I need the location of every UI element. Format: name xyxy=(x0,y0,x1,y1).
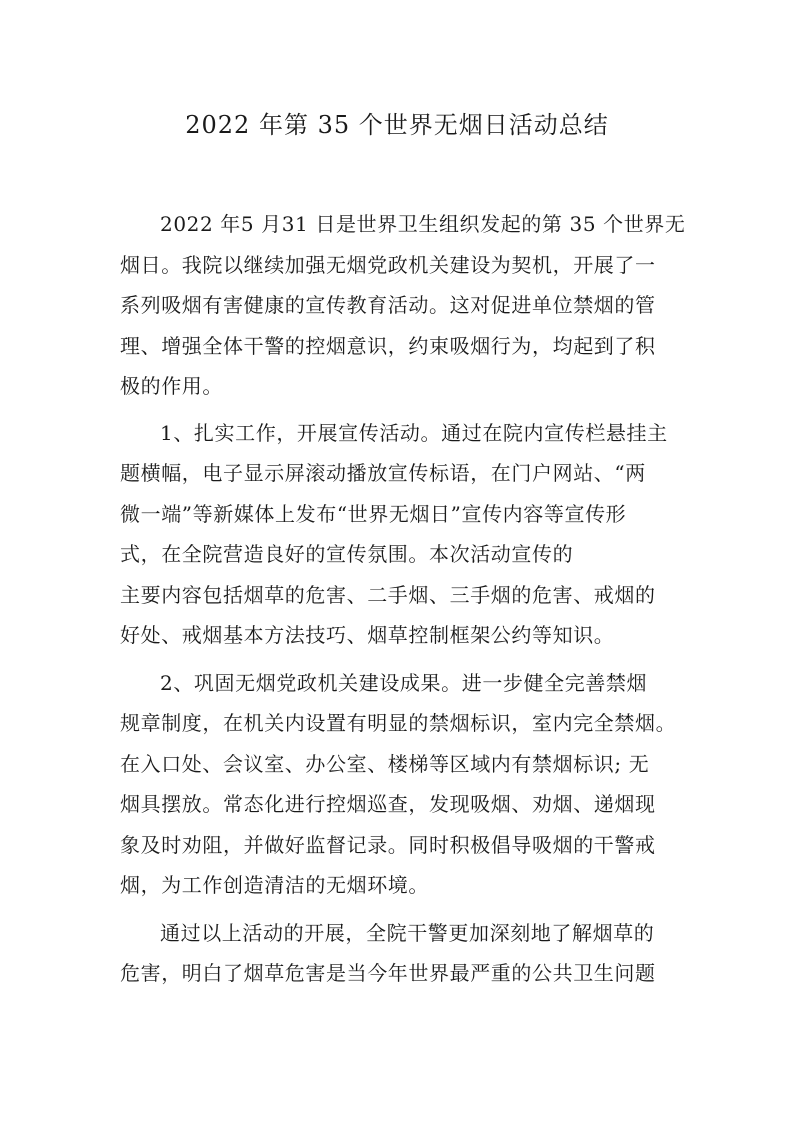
paragraph-line: 1、扎实工作，开展宣传活动。通过在院内宣传栏悬挂主 xyxy=(160,421,668,445)
paragraph-line: 规章制度，在机关内设置有明显的禁烟标识，室内完全禁烟。 xyxy=(120,711,677,735)
document-title: 2022 年第 35 个世界无烟日活动总结 xyxy=(185,111,609,139)
paragraph-line: 系列吸烟有害健康的宣传教育活动。这对促进单位禁烟的管 xyxy=(120,293,656,317)
paragraph-line: 烟具摆放。常态化进行控烟巡查，发现吸烟、劝烟、递烟现 xyxy=(120,792,656,816)
paragraph-line: 微一端”等新媒体上发布“世界无烟日”宣传内容等宣传形 xyxy=(120,502,627,526)
paragraph-line: 2、巩固无烟党政机关建设成果。进一步健全完善禁烟 xyxy=(160,671,648,695)
paragraph-line: 理、增强全体干警的控烟意识，约束吸烟行为，均起到了积 xyxy=(120,334,656,358)
paragraph-line: 题横幅，电子显示屏滚动播放宣传标语，在门户网站、“两 xyxy=(120,461,646,485)
paragraph-line: 式，在全院营造良好的宣传氛围。本次活动宣传的 xyxy=(120,542,574,566)
paragraph-line: 象及时劝阻，并做好监督记录。同时积极倡导吸烟的干警戒 xyxy=(120,833,656,857)
paragraph-line: 主要内容包括烟草的危害、二手烟、三手烟的危害、戒烟的 xyxy=(120,583,656,607)
paragraph-line: 烟日。我院以继续加强无烟党政机关建设为契机，开展了一 xyxy=(120,253,656,277)
paragraph-line: 极的作用。 xyxy=(120,374,223,398)
paragraph-line: 2022 年5 月31 日是世界卫生组织发起的第 35 个世界无 xyxy=(160,212,686,236)
paragraph-line: 好处、戒烟基本方法技巧、烟草控制框架公约等知识。 xyxy=(120,623,615,647)
paragraph-line: 危害，明白了烟草危害是当今年世界最严重的公共卫生问题 xyxy=(120,961,656,985)
paragraph-line: 烟，为工作创造清洁的无烟环境。 xyxy=(120,873,429,897)
paragraph-line: 在入口处、会议室、办公室、楼梯等区域内有禁烟标识; 无 xyxy=(120,752,650,776)
paragraph-line: 通过以上活动的开展，全院干警更加深刻地了解烟草的 xyxy=(160,921,655,945)
